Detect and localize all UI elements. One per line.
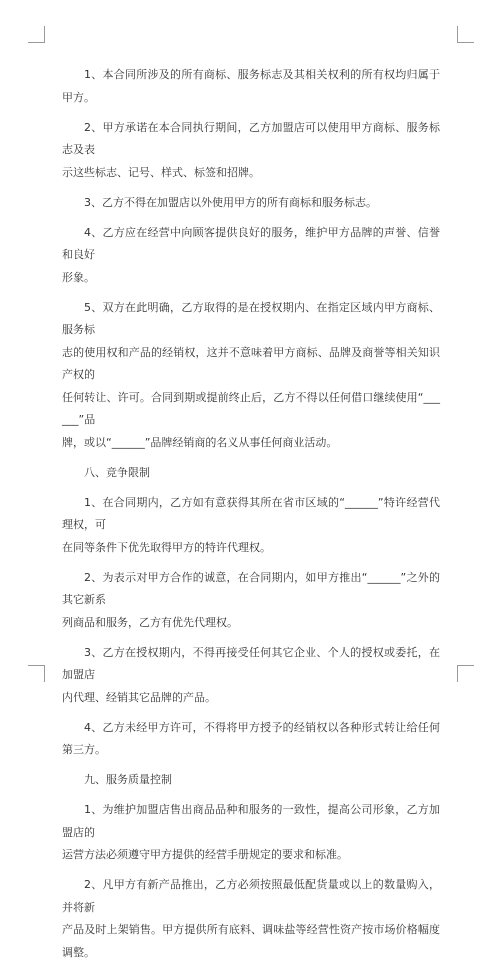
crop-mark-top-right	[457, 26, 474, 43]
crop-mark-bottom-left	[28, 665, 45, 682]
paragraph-line: 3、乙方在授权期内，不得再接受任何其它企业、个人的授权或委托，在加盟店	[62, 645, 440, 681]
paragraph	[62, 567, 440, 635]
paragraph	[62, 642, 440, 710]
paragraph	[62, 492, 440, 560]
paragraph-line: 列商品和服务，乙方有优先代理权。	[62, 615, 238, 629]
paragraph	[62, 222, 440, 290]
paragraph	[62, 769, 440, 792]
paragraph	[62, 717, 440, 762]
paragraph	[62, 462, 440, 485]
paragraph-line: 示这些标志、记号、样式、标签和招牌。	[62, 165, 260, 179]
paragraph-line: 运营方法必须遵守甲方提供的经营手册规定的要求和标准。	[62, 848, 348, 861]
paragraph-line: 1、在合同期内，乙方如有意获得其所在省市区域的“______”特许经营代理权，可	[62, 495, 440, 531]
paragraph-line: 2、凡甲方有新产品推出，乙方必须按照最低配货量或以上的数量购入，并将新	[62, 878, 440, 914]
paragraph-line: 1、为维护加盟店售出商品品种和服务的一致性，提高公司形象，乙方加盟店的	[62, 803, 440, 839]
paragraph-line: 1、本合同所涉及的所有商标、服务标志及其相关权利的所有权均归属于甲方。	[62, 68, 440, 104]
paragraph	[62, 64, 440, 109]
document-body	[62, 64, 440, 972]
paragraph-line: 内代理、经销其它品牌的产品。	[62, 690, 216, 704]
paragraph	[62, 117, 440, 185]
crop-mark-bottom-right	[457, 665, 474, 682]
paragraph-line: 志的使用权和产品的经销权，这并不意味着甲方商标、品牌及商誉等相关知识产权的	[62, 345, 440, 381]
paragraph	[62, 799, 440, 867]
paragraph-line: 九、服务质量控制	[84, 773, 172, 786]
paragraph-line: 产品及时上架销售。甲方提供所有底料、调味盐等经营性资产按市场价格幅度调整。	[62, 923, 440, 959]
paragraph	[62, 297, 440, 455]
paragraph-line: 2、甲方承诺在本合同执行期间，乙方加盟店可以使用甲方商标、服务标志及表	[62, 120, 440, 156]
paragraph-line: 4、乙方应在经营中向顾客提供良好的服务，维护甲方品牌的声誉、信誉和良好	[62, 225, 440, 261]
paragraph-line: 形象。	[62, 270, 95, 284]
paragraph-line: 牌，或以“______”品牌经销商的名义从事任何商业活动。	[62, 435, 338, 449]
paragraph	[62, 874, 440, 964]
paragraph-line: 4、乙方未经甲方许可，不得将甲方授予的经销权以各种形式转让给任何第三方。	[62, 720, 440, 756]
paragraph-line: 3、乙方不得在加盟店以外使用甲方的所有商标和服务标志。	[84, 195, 377, 209]
paragraph-line: 2、为表示对甲方合作的诚意，在合同期内，如甲方推出“______”之外的其它新系	[62, 570, 440, 606]
paragraph	[62, 192, 440, 215]
paragraph-line: 八、竞争限制	[84, 465, 150, 479]
paragraph-line: 任何转让、许可。合同到期或提前终止后，乙方不得以任何借口继续使用“______”品	[62, 390, 440, 426]
paragraph-line: 在同等条件下优先取得甲方的特许代理权。	[62, 540, 271, 554]
paragraph-line: 5、双方在此明确，乙方取得的是在授权期内、在指定区域内甲方商标、服务标	[62, 300, 440, 336]
crop-mark-top-left	[28, 26, 45, 43]
